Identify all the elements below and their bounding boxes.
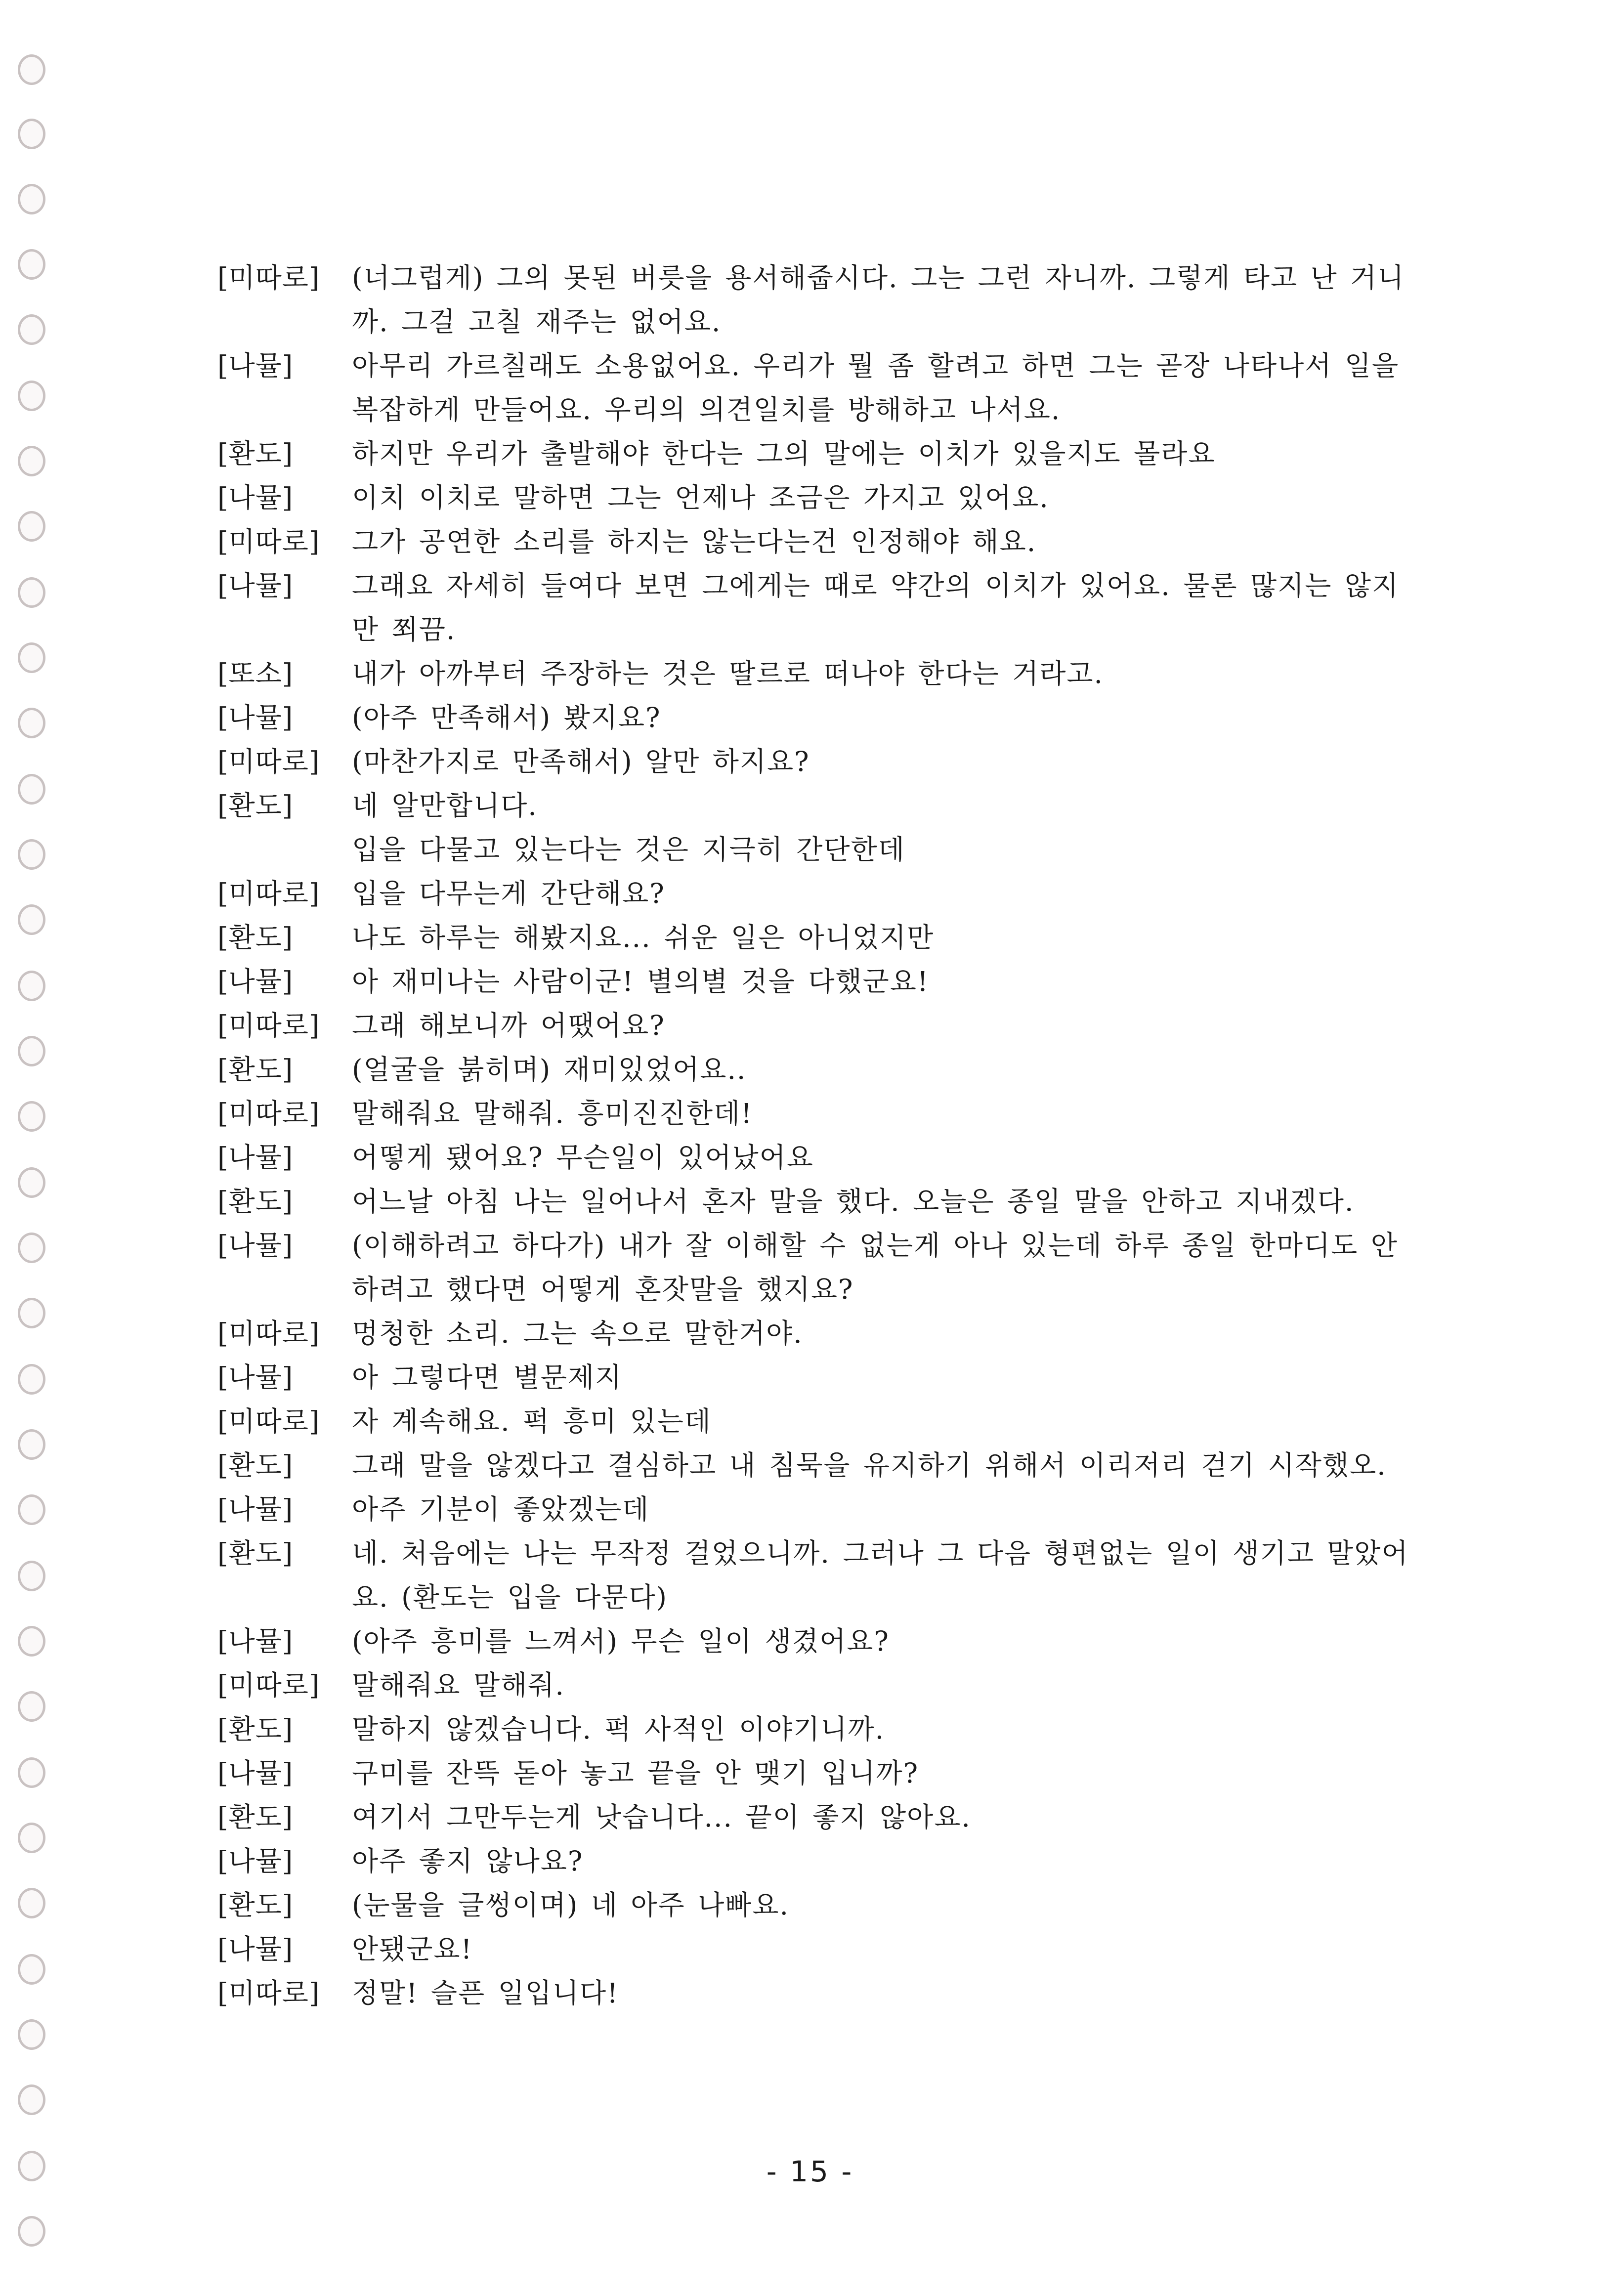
- dialogue-line: [217, 256, 1413, 344]
- dialogue-text: 안됐군요!: [352, 1933, 473, 1965]
- dialogue-line: [217, 1707, 1413, 1751]
- page-number: - 15 -: [766, 2155, 854, 2188]
- dialogue-text: 어느날 아침 나는 일어나서 혼자 말을 했다. 오늘은 종일 말을 안하고 지내겠다.: [352, 1186, 1355, 1217]
- dialogue-line: [217, 344, 1413, 432]
- binder-hole: [18, 1954, 45, 1985]
- dialogue-line: [217, 1180, 1413, 1224]
- binder-hole: [18, 1233, 45, 1263]
- binder-hole: [18, 1494, 45, 1525]
- dialogue-line: [217, 1488, 1413, 1531]
- binder-hole: [18, 119, 45, 149]
- dialogue-line: [217, 1048, 1413, 1092]
- dialogue-text: 입을 다물고 있는다는 것은 지극히 간단한데: [352, 834, 905, 865]
- binder-hole: [18, 1429, 45, 1460]
- dialogue-line: [217, 652, 1413, 696]
- speaker-label: [환도]: [217, 790, 294, 821]
- binder-hole: [18, 1691, 45, 1722]
- dialogue-text: 네. 처음에는 나는 무작정 걸었으니까. 그러나 그 다음 형편없는 일이 생기고 말았어요. (환도는 입을 다문다): [352, 1537, 1409, 1613]
- speaker-label: [환도]: [217, 1186, 294, 1217]
- speaker-label: [미따로]: [217, 1318, 320, 1349]
- dialogue-line: [217, 1751, 1413, 1795]
- speaker-label: [미따로]: [217, 1010, 320, 1041]
- dialogue-text: 내가 아까부터 주장하는 것은 딸르로 떠나야 한다는 거라고.: [352, 658, 1104, 689]
- dialogue-text: 그가 공연한 소리를 하지는 않는다는건 인정해야 해요.: [352, 526, 1037, 557]
- speaker-label: [나뮬]: [217, 570, 294, 601]
- speaker-label: [미따로]: [217, 526, 320, 557]
- speaker-label: [나뮬]: [217, 1230, 294, 1261]
- speaker-label: [미따로]: [217, 746, 320, 777]
- speaker-label: [또소]: [217, 658, 294, 689]
- dialogue-line: [217, 960, 1413, 1004]
- dialogue-line: [217, 1619, 1413, 1663]
- dialogue-line: [217, 828, 1413, 872]
- binder-hole: [18, 1888, 45, 1918]
- dialogue-text: 그래 해보니까 어땠어요?: [352, 1010, 665, 1041]
- dialogue-line: [217, 1136, 1413, 1180]
- speaker-label: [미따로]: [217, 878, 320, 909]
- binder-hole: [18, 314, 45, 345]
- dialogue-line: [217, 1356, 1413, 1400]
- speaker-label: [환도]: [217, 1801, 294, 1833]
- speaker-label: [환도]: [217, 1537, 294, 1569]
- dialogue-text: 아주 기분이 좋았겠는데: [352, 1493, 650, 1525]
- dialogue-text: 그래요 자세히 들여다 보면 그에게는 때로 약간의 이치가 있어요. 물론 많지는 않지만 쬐끔.: [352, 570, 1400, 645]
- speaker-label: [나뮬]: [217, 1142, 294, 1173]
- dialogue-line: [217, 1839, 1413, 1883]
- binder-hole: [18, 1626, 45, 1657]
- dialogue-line: [217, 1312, 1413, 1356]
- binder-hole: [18, 446, 45, 476]
- speaker-label: [환도]: [217, 922, 294, 953]
- dialogue-text: 네 알만합니다.: [352, 790, 538, 821]
- speaker-label: [미따로]: [217, 1405, 320, 1437]
- dialogue-text: 아 그렇다면 별문제지: [352, 1361, 623, 1393]
- dialogue-text: (아주 만족해서) 봤지요?: [352, 702, 661, 733]
- speaker-label: [나뮬]: [217, 702, 294, 733]
- dialogue-line: [217, 564, 1413, 652]
- dialogue-text: 정말! 슬픈 일입니다!: [352, 1977, 619, 2009]
- dialogue-text: (너그럽게) 그의 못된 버릇을 용서해줍시다. 그는 그런 자니까. 그렇게 타고 난 거니까. 그걸 고칠 재주는 없어요.: [352, 262, 1405, 338]
- binder-hole: [18, 774, 45, 805]
- dialogue-line: [217, 432, 1413, 476]
- binder-hole: [18, 249, 45, 280]
- speaker-label: [미따로]: [217, 1669, 320, 1701]
- binder-hole: [18, 1823, 45, 1853]
- dialogue-line: [217, 1663, 1413, 1707]
- dialogue-line: [217, 1400, 1413, 1444]
- binder-hole: [18, 381, 45, 411]
- dialogue-text: 아무리 가르칠래도 소용없어요. 우리가 뭘 좀 할려고 하면 그는 곧장 나타나서 일을 복잡하게 만들어요. 우리의 의견일치를 방해하고 나서요.: [352, 350, 1400, 425]
- speaker-label: [나뮬]: [217, 350, 294, 382]
- speaker-label: [나뮬]: [217, 1933, 294, 1965]
- dialogue-line: [217, 696, 1413, 740]
- binder-hole: [18, 2216, 45, 2247]
- binder-hole: [18, 184, 45, 214]
- speaker-label: [환도]: [217, 1449, 294, 1481]
- binder-hole: [18, 1364, 45, 1395]
- dialogue-line: [217, 916, 1413, 960]
- dialogue-text: 멍청한 소리. 그는 속으로 말한거야.: [352, 1318, 803, 1349]
- binder-hole: [18, 1757, 45, 1788]
- dialogue-text: 하지만 우리가 출발해야 한다는 그의 말에는 이치가 있을지도 몰라요: [352, 438, 1216, 469]
- binder-hole: [18, 1298, 45, 1328]
- dialogue-text: 말하지 않겠습니다. 퍽 사적인 이야기니까.: [352, 1713, 885, 1745]
- dialogue-text: 여기서 그만두는게 낫습니다... 끝이 좋지 않아요.: [352, 1801, 971, 1833]
- dialogue-line: [217, 1795, 1413, 1839]
- binder-hole: [18, 511, 45, 542]
- dialogue-line: [217, 1531, 1413, 1619]
- dialogue-text: 구미를 잔뜩 돋아 놓고 끝을 안 맺기 입니까?: [352, 1757, 919, 1789]
- dialogue-text: 아 재미나는 사람이군! 별의별 것을 다했군요!: [352, 966, 929, 997]
- dialogue-line: [217, 1444, 1413, 1488]
- dialogue-text: (마찬가지로 만족해서) 알만 하지요?: [352, 746, 810, 777]
- binder-hole: [18, 971, 45, 1001]
- dialogue-text: 말해줘요 말해줘. 흥미진진한데!: [352, 1098, 753, 1129]
- binder-hole: [18, 904, 45, 935]
- binder-hole: [18, 642, 45, 673]
- dialogue-text: 말해줘요 말해줘.: [352, 1669, 565, 1701]
- dialogue-line: [217, 1971, 1413, 2015]
- binder-hole: [18, 708, 45, 738]
- dialogue-text: 그래 말을 않겠다고 결심하고 내 침묵을 유지하기 위해서 이리저리 걷기 시작했오.: [352, 1449, 1387, 1481]
- speaker-label: [환도]: [217, 1889, 294, 1921]
- speaker-label: [미따로]: [217, 262, 320, 294]
- speaker-label: [미따로]: [217, 1098, 320, 1129]
- speaker-label: [환도]: [217, 1054, 294, 1085]
- dialogue-text: 입을 다무는게 간단해요?: [352, 878, 665, 909]
- dialogue-line: [217, 1927, 1413, 1971]
- speaker-label: [나뮬]: [217, 1845, 294, 1877]
- speaker-label: [나뮬]: [217, 1361, 294, 1393]
- binder-hole: [18, 1167, 45, 1198]
- dialogue-text: (아주 흥미를 느껴서) 무슨 일이 생겼어요?: [352, 1625, 890, 1657]
- binder-hole: [18, 2084, 45, 2115]
- speaker-label: [나뮬]: [217, 482, 294, 513]
- dialogue-line: [217, 740, 1413, 784]
- dialogue-line: [217, 1092, 1413, 1136]
- dialogue-line: [217, 872, 1413, 916]
- dialogue-line: [217, 520, 1413, 564]
- binder-hole: [18, 2019, 45, 2050]
- dialogue-text: 아주 좋지 않나요?: [352, 1845, 584, 1877]
- speaker-label: [나뮬]: [217, 1493, 294, 1525]
- speaker-label: [환도]: [217, 438, 294, 469]
- dialogue-text: (이해하려고 하다가) 내가 잘 이해할 수 없는게 아나 있는데 하루 종일 한마디도 안하려고 했다면 어떻게 혼잣말을 했지요?: [352, 1230, 1398, 1305]
- dialogue-text: 자 계속해요. 퍽 흥미 있는데: [352, 1405, 712, 1437]
- speaker-label: [나뮬]: [217, 1757, 294, 1789]
- dialogue-text: (눈물을 글썽이며) 네 아주 나빠요.: [352, 1889, 790, 1921]
- speaker-label: [나뮬]: [217, 1625, 294, 1657]
- speaker-label: [나뮬]: [217, 966, 294, 997]
- dialogue-text: (얼굴을 붉히며) 재미있었어요..: [352, 1054, 747, 1085]
- speaker-label: [환도]: [217, 1713, 294, 1745]
- dialogue-line: [217, 476, 1413, 520]
- dialogue-line: [217, 1883, 1413, 1927]
- script-dialogue: [217, 256, 1413, 2015]
- dialogue-line: [217, 1224, 1413, 1312]
- dialogue-text: 어떻게 됐어요? 무슨일이 있어났어요: [352, 1142, 814, 1173]
- speaker-label: [미따로]: [217, 1977, 320, 2009]
- binder-hole: [18, 839, 45, 870]
- binder-hole: [18, 1036, 45, 1066]
- binder-hole: [18, 1561, 45, 1591]
- binder-holes: [9, 44, 53, 2278]
- binder-hole: [18, 54, 45, 85]
- dialogue-text: 이치 이치로 말하면 그는 언제나 조금은 가지고 있어요.: [352, 482, 1049, 513]
- dialogue-line: [217, 1004, 1413, 1048]
- binder-hole: [18, 1101, 45, 1132]
- dialogue-line: [217, 784, 1413, 828]
- dialogue-text: 나도 하루는 해봤지요... 쉬운 일은 아니었지만: [352, 922, 935, 953]
- binder-hole: [18, 577, 45, 608]
